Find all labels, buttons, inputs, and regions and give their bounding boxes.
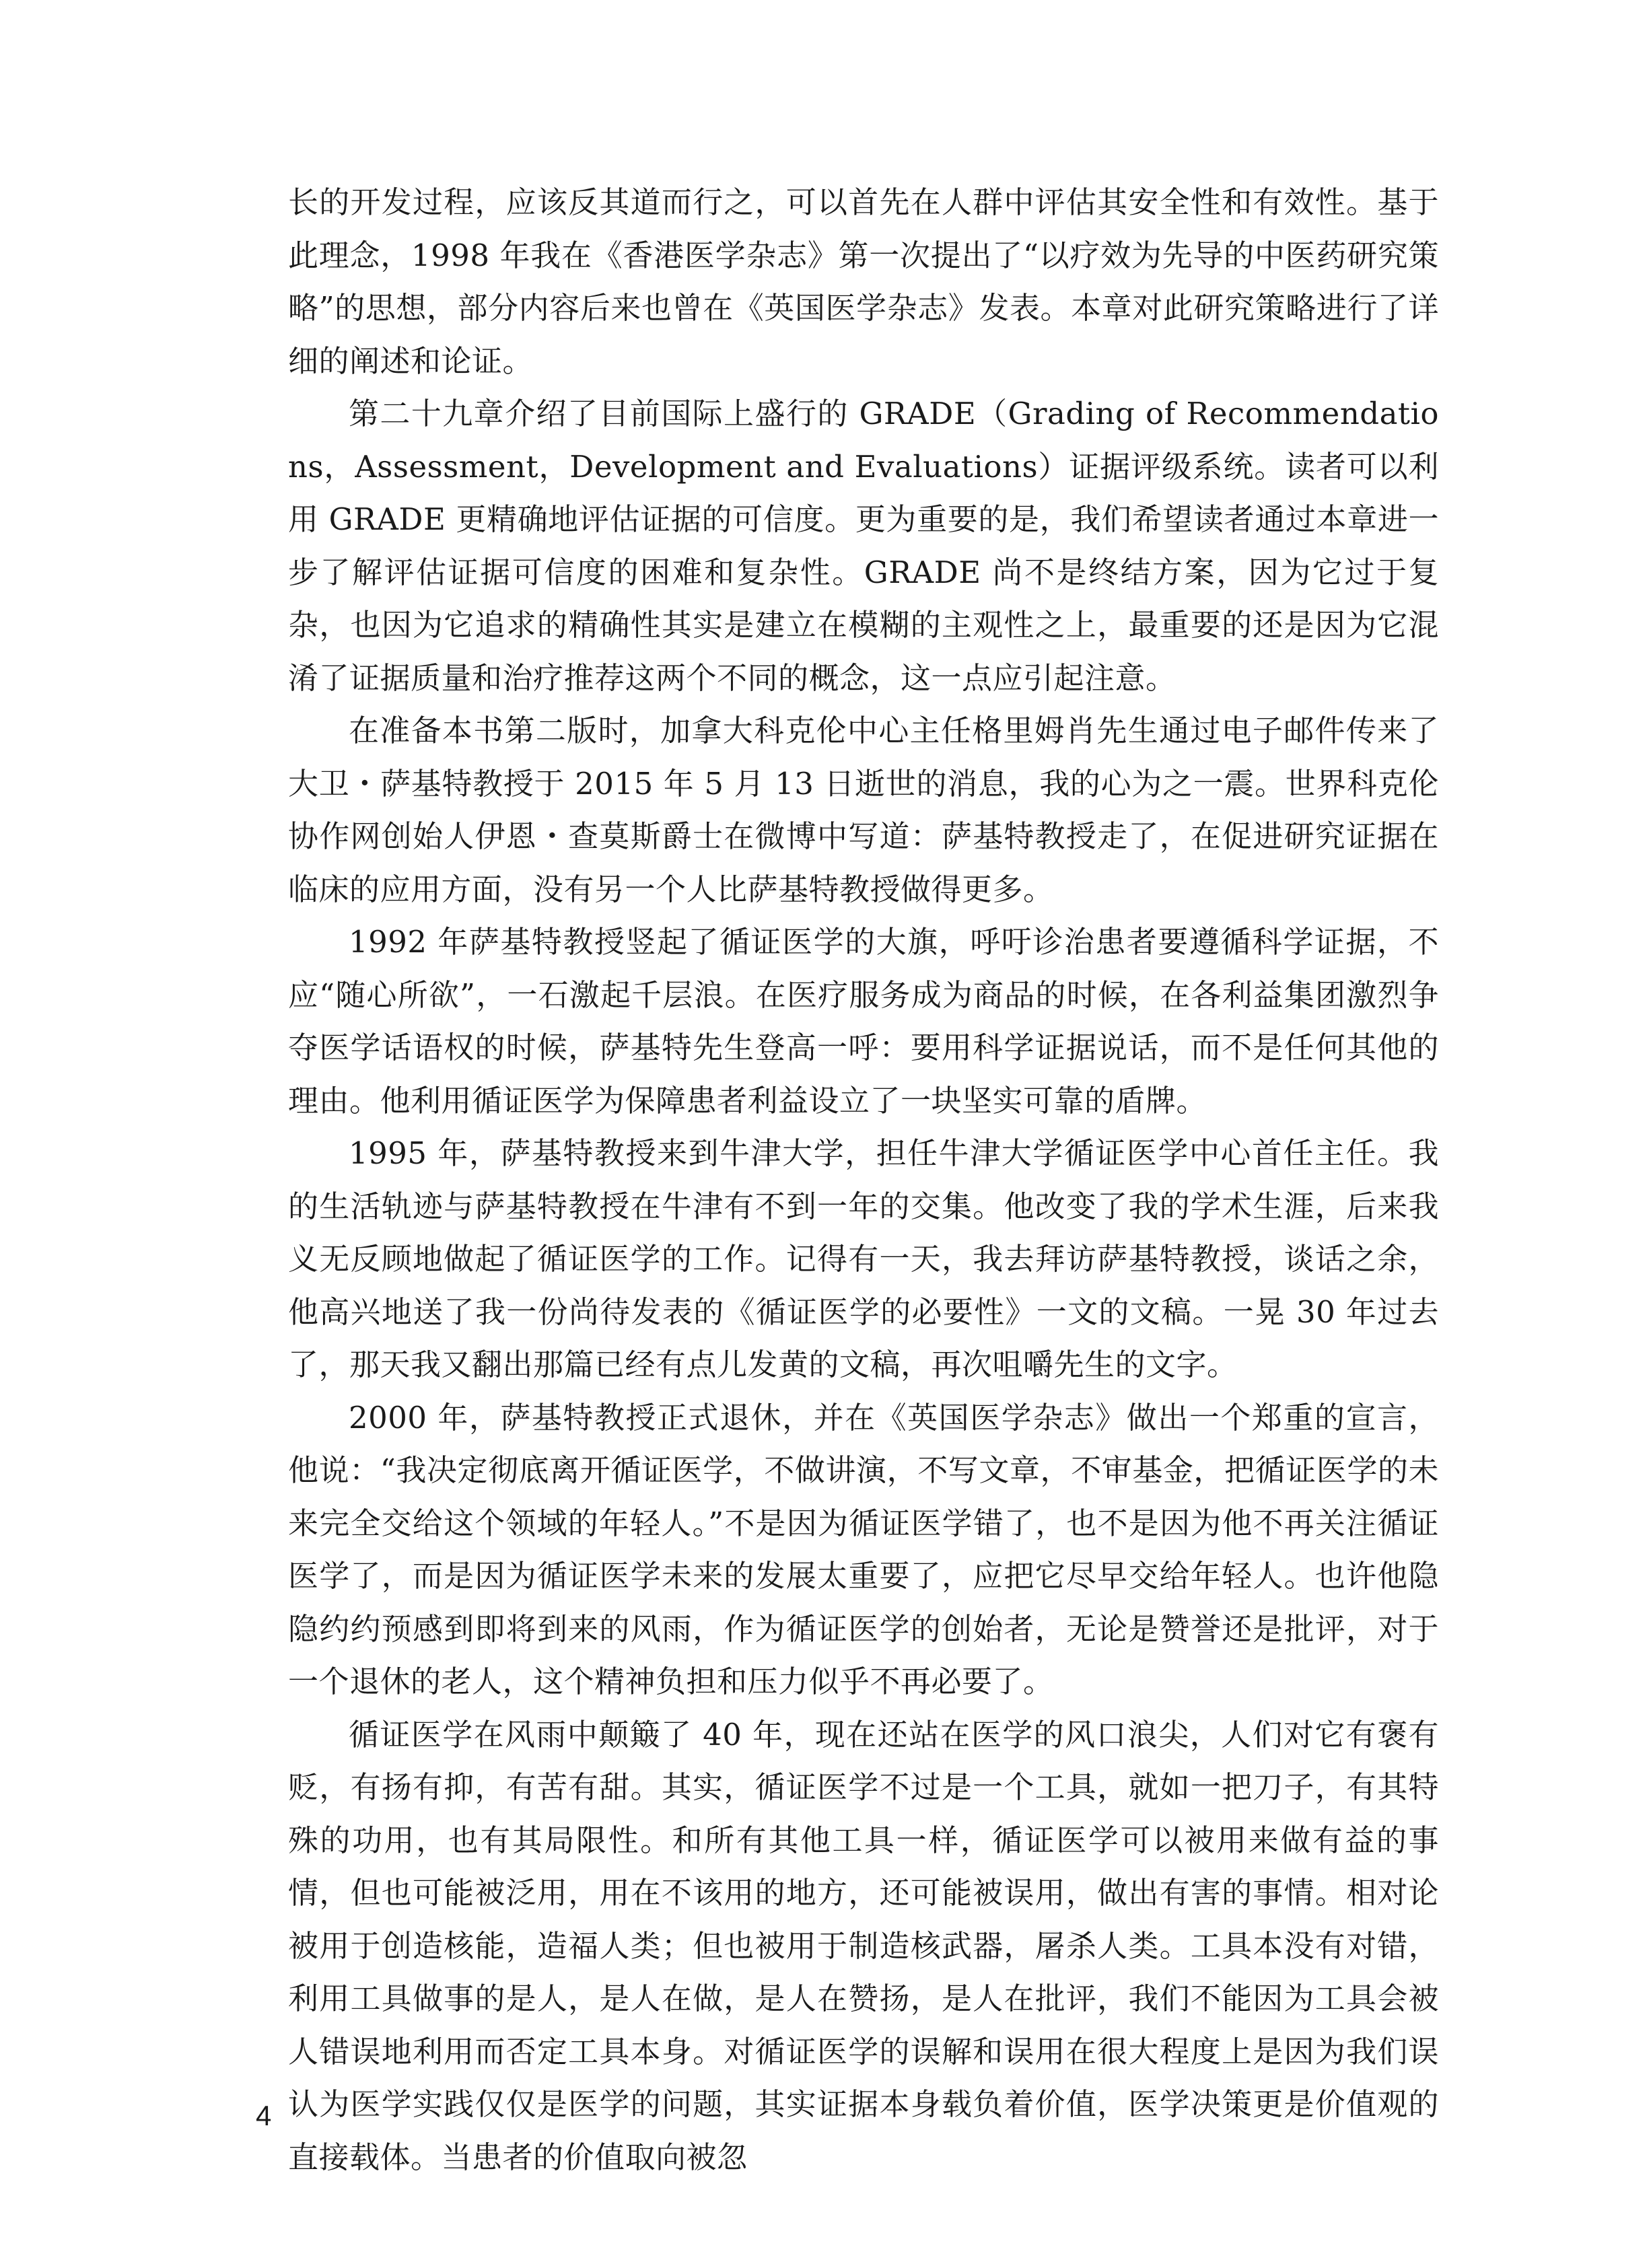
body-text (288, 176, 1439, 2184)
paragraph-1992: 1992 年萨基特教授竖起了循证医学的大旗，呼吁诊治患者要遵循科学证据，不应“随心所欲”，一石激起千层浪。在医疗服务成为商品的时候，在各利益集团激烈争夺医学话语权的时候，萨基特先生登高一呼：要用科学证据说话，而不是任何其他的理由。他利用循证医学为保障患者利益设立了一块坚实可靠的盾牌。 (288, 924, 1439, 1119)
paragraph-second-edition: 在准备本书第二版时，加拿大科克伦中心主任格里姆肖先生通过电子邮件传来了大卫・萨基特教授于 2015 年 5 月 13 日逝世的消息，我的心为之一震。世界科克伦协作网创始人伊恩・查莫斯爵士在微博中写道：萨基特教授走了，在促进研究证据在临床的应用方面，没有另一个人比萨基特教授做得更多。 (288, 713, 1439, 907)
paragraph-1995: 1995 年，萨基特教授来到牛津大学，担任牛津大学循证医学中心首任主任。我的生活轨迹与萨基特教授在牛津有不到一年的交集。他改变了我的学术生涯，后来我义无反顾地做起了循证医学的工作。记得有一天，我去拜访萨基特教授，谈话之余，他高兴地送了我一份尚待发表的《循证医学的必要性》一文的文稿。一晃 30 年过去了，那天我又翻出那篇已经有点儿发黄的文稿，再次咀嚼先生的文字。 (288, 1135, 1439, 1382)
page-number: 4 (256, 2100, 272, 2131)
paragraph-2000: 2000 年，萨基特教授正式退休，并在《英国医学杂志》做出一个郑重的宣言，他说：“我决定彻底离开循证医学，不做讲演，不写文章，不审基金，把循证医学的未来完全交给这个领域的年轻人。”不是因为循证医学错了，也不是因为他不再关注循证医学了，而是因为循证医学未来的发展太重要了，应把它尽早交给年轻人。也许他隐隐约约预感到即将到来的风雨，作为循证医学的创始者，无论是赞誉还是批评，对于一个退休的老人，这个精神负担和压力似乎不再必要了。 (288, 1399, 1439, 1699)
paragraph-ebm-tool: 循证医学在风雨中颠簸了 40 年，现在还站在医学的风口浪尖，人们对它有褒有贬，有扬有抑，有苦有甜。其实，循证医学不过是一个工具，就如一把刀子，有其特殊的功用，也有其局限性。和所有其他工具一样，循证医学可以被用来做有益的事情，但也可能被泛用，用在不该用的地方，还可能被误用，做出有害的事情。相对论被用于创造核能，造福人类；但也被用于制造核武器，屠杀人类。工具本没有对错，利用工具做事的是人，是人在做，是人在赞扬，是人在批评，我们不能因为工具会被人错误地利用而否定工具本身。对循证医学的误解和误用在很大程度上是因为我们误认为医学实践仅仅是医学的问题，其实证据本身载负着价值，医学决策更是价值观的直接载体。当患者的价值取向被忽 (288, 1716, 1439, 2175)
paragraph-continuation: 长的开发过程，应该反其道而行之，可以首先在人群中评估其安全性和有效性。基于此理念，1998 年我在《香港医学杂志》第一次提出了“以疗效为先导的中医药研究策略”的思想，部分内容后来也曾在《英国医学杂志》发表。本章对此研究策略进行了详细的阐述和论证。 (288, 184, 1439, 379)
paragraph-grade: 第二十九章介绍了目前国际上盛行的 GRADE（Grading of Recommendations，Assessment，Development and Evaluations）证据评级系统。读者可以利用 GRADE 更精确地评估证据的可信度。更为重要的是，我们希望读者通过本章进一步了解评估证据可信度的困难和复杂性。GRADE 尚不是终结方案，因为它过于复杂，也因为它追求的精确性其实是建立在模糊的主观性之上，最重要的还是因为它混淆了证据质量和治疗推荐这两个不同的概念，这一点应引起注意。 (288, 396, 1439, 696)
